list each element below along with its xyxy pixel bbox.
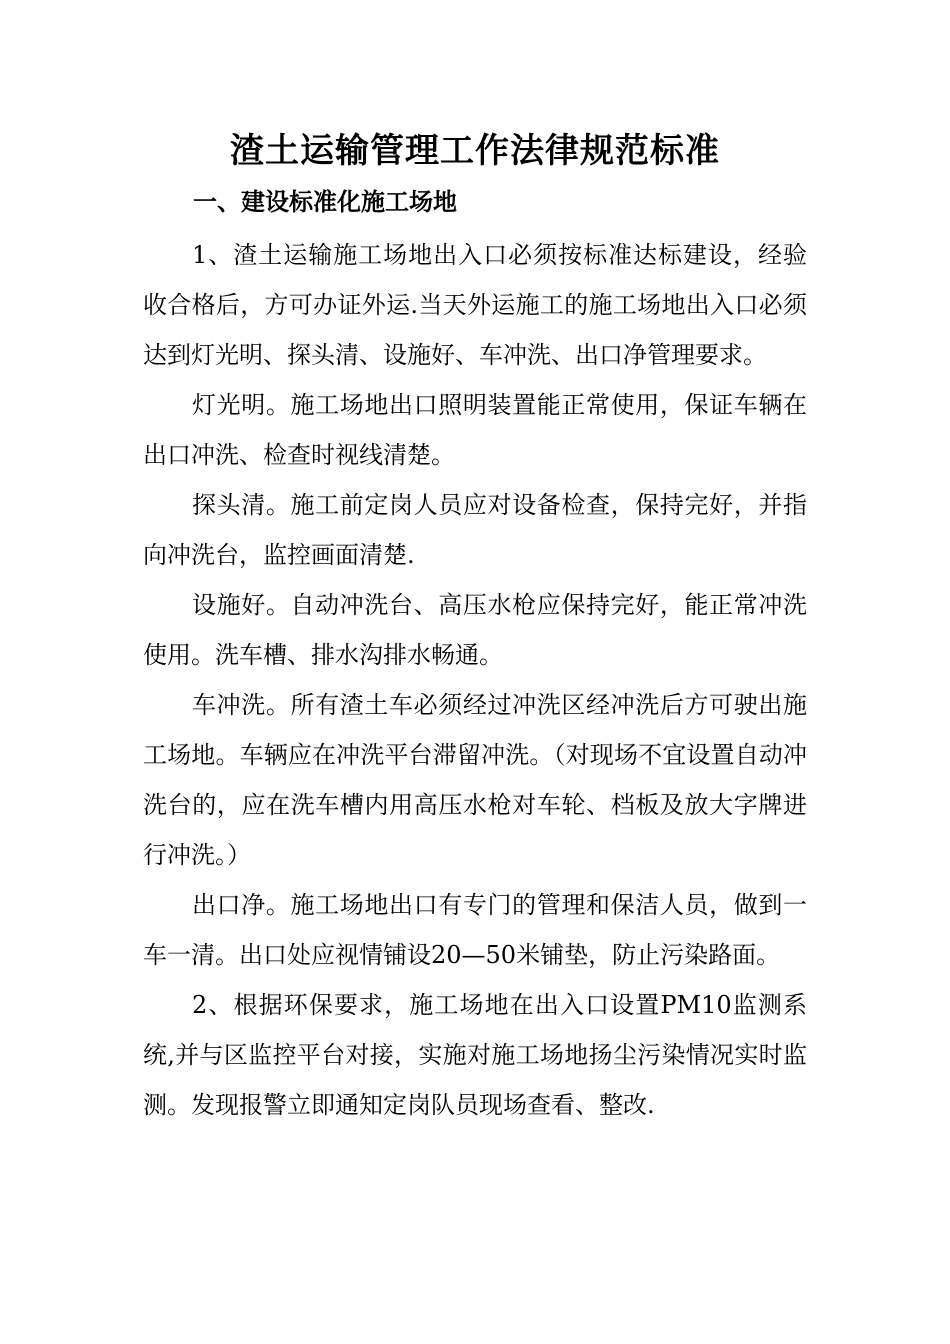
paragraph-camera: 探头清。施工前定岗人员应对设备检查，保持完好，并指向冲洗台，监控画面清楚. <box>143 491 807 569</box>
paragraph-clean-exit: 出口净。施工场地出口有专门的管理和保洁人员，做到一车一清。出口处应视情铺设20—50米铺垫，防止污染路面。 <box>143 891 807 969</box>
paragraph-vehicle-washing: 车冲洗。所有渣土车必须经过冲洗区经冲洗后方可驶出施工场地。车辆应在冲洗平台滞留冲洗。（对现场不宜设置自动冲洗台的，应在洗车槽内用高压水枪对车轮、档板及放大字牌进行冲洗。） <box>143 691 807 869</box>
document-body <box>143 230 807 1130</box>
paragraph-facilities: 设施好。自动冲洗台、高压水枪应保持完好，能正常冲洗使用。洗车槽、排水沟排水畅通。 <box>143 591 807 669</box>
section-heading: 一、建设标准化施工场地 <box>193 188 457 216</box>
document-title: 渣土运输管理工作法律规范标准 <box>230 131 720 171</box>
paragraph-requirement-2: 2、根据环保要求，施工场地在出入口设置PM10监测系统,并与区监控平台对接，实施对施工场地扬尘污染情况实时监测。发现报警立即通知定岗队员现场查看、整改. <box>143 991 807 1119</box>
paragraph-lighting: 灯光明。施工场地出口照明装置能正常使用，保证车辆在出口冲洗、检查时视线清楚。 <box>143 391 807 469</box>
paragraph-requirement-1: 1、渣土运输施工场地出入口必须按标准达标建设，经验收合格后，方可办证外运.当天外运施工的施工场地出入口必须达到灯光明、探头清、设施好、车冲洗、出口净管理要求。 <box>143 241 807 369</box>
